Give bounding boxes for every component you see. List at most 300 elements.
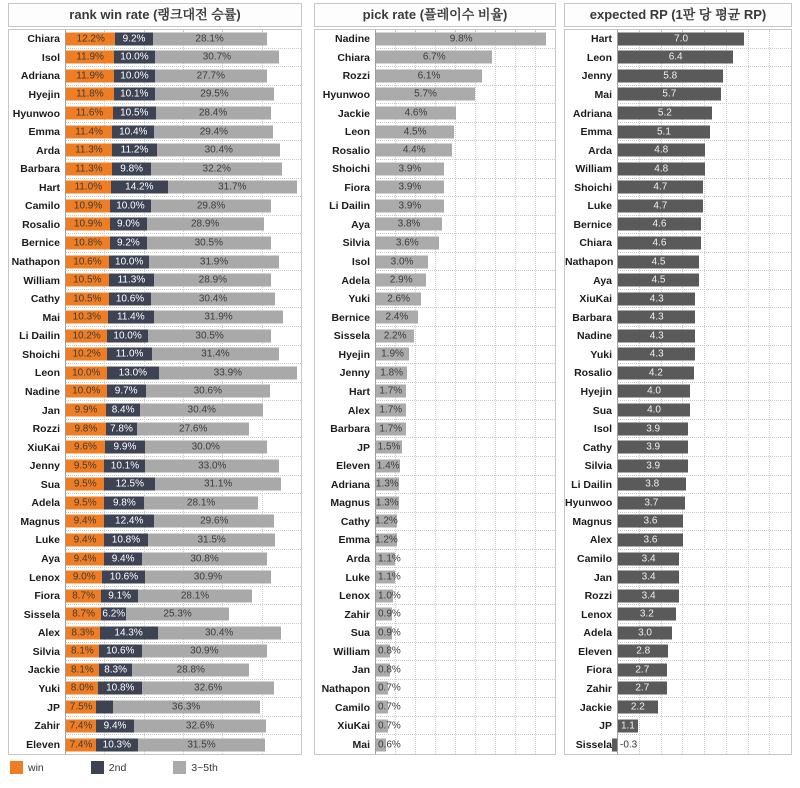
bar — [618, 719, 638, 732]
stacked-bar — [66, 533, 301, 546]
category-label: Silvia — [32, 645, 60, 658]
bar-segment-2nd — [114, 88, 155, 101]
bar-segment-win — [66, 738, 96, 751]
category-label: Camilo — [24, 200, 60, 213]
chart-row — [315, 179, 555, 198]
value-label: 2.2 — [630, 701, 645, 713]
value-label: 1.7% — [379, 423, 403, 435]
bar-segment-win — [66, 608, 101, 621]
bar-segment-2nd — [104, 515, 154, 528]
chart-row — [9, 680, 301, 699]
row-plot — [375, 661, 555, 680]
chart-row — [315, 86, 555, 105]
bar-segment-3~5th — [155, 69, 267, 82]
bar-segment-3~5th — [155, 51, 279, 64]
stacked-bar — [66, 199, 301, 212]
row-plot — [617, 346, 791, 365]
value-label: 9.9% — [74, 404, 98, 416]
row-plot — [65, 141, 301, 160]
bar-segment-2nd — [109, 274, 155, 287]
row-plot — [65, 680, 301, 699]
chart-row — [315, 717, 555, 736]
bar-segment-2nd — [104, 552, 142, 565]
value-label: 31.5% — [197, 534, 226, 546]
category-label: Hyunwoo — [12, 107, 60, 120]
row-plot — [65, 253, 301, 272]
chart-row — [9, 271, 301, 290]
value-label: 0.6% — [378, 739, 401, 751]
chart-row — [565, 346, 791, 365]
category-label: Mai — [594, 88, 612, 101]
bar-segment-3~5th — [153, 32, 267, 45]
category-label: Hart — [38, 181, 60, 194]
chart-row — [565, 494, 791, 513]
chart-row — [565, 160, 791, 179]
row-plot — [617, 383, 791, 402]
value-label: 30.4% — [204, 144, 233, 156]
category-label: Jan — [593, 571, 612, 584]
stacked-bar — [66, 348, 301, 361]
bar-segment-3~5th — [138, 738, 266, 751]
bar-segment-win — [66, 533, 104, 546]
stacked-bar — [66, 107, 301, 120]
legend-item — [91, 761, 127, 774]
bar — [376, 69, 482, 82]
bar — [618, 366, 694, 379]
chart-row — [315, 67, 555, 86]
category-label: Magnus — [20, 515, 60, 528]
chart-row — [315, 698, 555, 717]
row-plot — [617, 49, 791, 68]
value-label: 2.4% — [385, 311, 409, 323]
bar-segment-3~5th — [148, 329, 272, 342]
row-plot — [375, 717, 555, 736]
bar-segment-3~5th — [145, 441, 267, 454]
category-label: Hyejin — [338, 348, 370, 361]
bar — [618, 199, 703, 212]
value-label: 4.4% — [402, 144, 426, 156]
bar — [618, 88, 721, 101]
bar — [376, 218, 442, 231]
value-label: 2.6% — [387, 293, 410, 305]
chart-row — [565, 141, 791, 160]
row-plot — [617, 327, 791, 346]
value-label: 6.1% — [417, 70, 441, 82]
category-label: Rosalio — [22, 218, 60, 231]
bar-segment-3~5th — [138, 589, 252, 602]
chart-row — [565, 438, 791, 457]
bar — [376, 515, 397, 528]
value-label: 4.8 — [654, 163, 669, 175]
bar-segment-win — [66, 255, 109, 268]
value-label: 31.1% — [203, 478, 233, 490]
value-label: 8.1% — [71, 645, 94, 657]
chart-row — [565, 67, 791, 86]
row-plot — [375, 531, 555, 550]
bar-segment-2nd — [106, 422, 138, 435]
category-label: Zahir — [586, 682, 612, 695]
chart-row — [565, 197, 791, 216]
chart-row — [315, 123, 555, 142]
bar — [376, 255, 428, 268]
value-label: 5.2 — [657, 107, 672, 119]
row-plot — [617, 104, 791, 123]
chart-row — [565, 30, 791, 49]
row-plot — [65, 717, 301, 736]
stacked-bar — [66, 311, 301, 324]
bar — [618, 236, 701, 249]
bar-segment-3~5th — [156, 107, 271, 120]
row-plot — [617, 160, 791, 179]
category-label: JP — [357, 441, 370, 454]
bar-segment-win — [66, 589, 101, 602]
value-label: 3.9 — [646, 441, 661, 453]
bar — [376, 404, 406, 417]
chart-row — [565, 643, 791, 662]
chart-row — [9, 550, 301, 569]
bar — [618, 608, 676, 621]
chart-row — [315, 308, 555, 327]
category-label: Adela — [31, 497, 60, 510]
value-label: 10.3% — [102, 739, 131, 751]
bar — [618, 348, 695, 361]
bar-segment-2nd — [108, 311, 154, 324]
bar — [618, 422, 688, 435]
row-plot — [65, 104, 301, 123]
bar-segment-2nd — [107, 385, 146, 398]
row-plot — [617, 179, 791, 198]
category-label: Barbara — [330, 423, 370, 436]
bar-segment-2nd — [101, 608, 126, 621]
category-label: Leon — [344, 126, 370, 139]
bar-segment-win — [66, 422, 106, 435]
bar-segment-2nd — [107, 329, 148, 342]
category-label: Alex — [347, 404, 370, 417]
value-label: 2.2% — [383, 330, 407, 342]
stacked-bar — [66, 69, 301, 82]
value-label: 11.3% — [117, 274, 146, 286]
chart-row — [315, 290, 555, 309]
chart-row — [565, 383, 791, 402]
bar-segment-2nd — [104, 496, 144, 509]
chart-row — [315, 271, 555, 290]
category-label: Jackie — [579, 701, 612, 714]
bar — [376, 199, 444, 212]
row-plot — [65, 624, 301, 643]
chart-row — [315, 457, 555, 476]
category-label: Jenny — [581, 70, 612, 83]
chart-row — [315, 438, 555, 457]
stacked-bar — [66, 366, 301, 379]
row-plot — [65, 420, 301, 439]
category-label: Eleven — [26, 738, 60, 751]
chart-row — [565, 308, 791, 327]
value-label: 5.7% — [414, 88, 437, 100]
category-label: Yuki — [348, 293, 370, 306]
category-label: Rozzi — [584, 590, 612, 603]
row-plot — [375, 364, 555, 383]
value-label: 9.2% — [116, 237, 140, 249]
value-label: 3.8% — [397, 218, 421, 230]
bar-segment-win — [66, 181, 111, 194]
value-label: 10.0% — [120, 70, 149, 82]
category-label: Jenny — [29, 460, 60, 473]
value-label: 7.4% — [69, 739, 93, 751]
category-label: Bernice — [573, 218, 612, 231]
chart-row — [9, 494, 301, 513]
stacked-bar — [66, 422, 301, 435]
bar-segment-2nd — [114, 51, 155, 64]
row-plot — [617, 253, 791, 272]
bar-segment-2nd — [114, 69, 155, 82]
value-label: 32.6% — [194, 682, 223, 694]
value-label: 10.6% — [106, 645, 135, 657]
stacked-bar — [66, 515, 301, 528]
value-label: 8.1% — [71, 664, 94, 676]
category-label: Sissela — [333, 330, 370, 343]
value-label: 1.7% — [379, 385, 403, 397]
bar-segment-win — [66, 125, 112, 138]
chart-row — [315, 550, 555, 569]
row-plot — [375, 624, 555, 643]
value-label: 31.9% — [204, 311, 233, 323]
gridline — [555, 30, 556, 754]
value-label: 31.5% — [187, 739, 216, 751]
row-plot — [375, 49, 555, 68]
stacked-bar — [66, 459, 301, 472]
chart-row — [565, 49, 791, 68]
category-label: Emma — [338, 534, 370, 547]
value-label: 7.0 — [674, 33, 689, 45]
value-label: -0.3 — [620, 739, 638, 751]
bar-segment-win — [66, 663, 99, 676]
stacked-bar — [66, 552, 301, 565]
chart-row — [315, 531, 555, 550]
bar-segment-3~5th — [145, 459, 279, 472]
row-plot — [617, 401, 791, 420]
category-label: Isol — [593, 423, 612, 436]
category-label: Luke — [587, 200, 612, 213]
chart-row — [565, 457, 791, 476]
row-plot — [65, 494, 301, 513]
value-label: 33.9% — [213, 367, 243, 379]
chart-row — [315, 327, 555, 346]
chart-row — [9, 457, 301, 476]
row-plot — [617, 457, 791, 476]
bar-segment-2nd — [107, 366, 160, 379]
category-label: Magnus — [572, 515, 612, 528]
chart-row — [315, 624, 555, 643]
category-label: Aya — [351, 218, 370, 231]
category-label: Nadine — [576, 330, 612, 343]
bar-segment-3~5th — [152, 348, 279, 361]
value-label: 0.9% — [378, 608, 401, 620]
bar-segment-3~5th — [151, 292, 274, 305]
bar-segment-win — [66, 515, 104, 528]
category-label: Luke — [35, 534, 60, 547]
bar-segment-2nd — [99, 645, 142, 658]
category-label: JP — [47, 701, 60, 714]
value-label: 10.0% — [116, 200, 145, 212]
bar-segment-2nd — [105, 441, 145, 454]
bar — [376, 348, 409, 361]
value-label: 1.1% — [378, 553, 401, 565]
stacked-bar — [66, 274, 301, 287]
category-label: Rosalio — [332, 144, 370, 157]
value-label: 9.9% — [113, 441, 137, 453]
value-label: 4.5% — [403, 126, 427, 138]
value-label: 9.4% — [73, 553, 97, 565]
stacked-bar — [66, 589, 301, 602]
value-label: 32.2% — [202, 163, 231, 175]
value-label: 9.1% — [108, 590, 132, 602]
value-label: 9.0% — [72, 571, 96, 583]
category-label: Jan — [41, 404, 60, 417]
row-plot — [375, 308, 555, 327]
bar — [376, 311, 418, 324]
category-label: Magnus — [330, 497, 370, 510]
row-plot — [375, 401, 555, 420]
value-label: 9.0% — [116, 218, 140, 230]
bar-segment-win — [66, 478, 104, 491]
stacked-bar — [66, 719, 301, 732]
chart-row — [565, 234, 791, 253]
chart-row — [315, 346, 555, 365]
chart-row — [315, 401, 555, 420]
category-label: Li Dailin — [19, 330, 60, 343]
category-label: JP — [599, 720, 612, 733]
value-label: 10.6% — [109, 571, 139, 583]
category-label: Hart — [590, 33, 612, 46]
chart-rows — [9, 30, 301, 754]
category-label: Bernice — [331, 311, 370, 324]
row-plot — [375, 605, 555, 624]
value-label: 25.3% — [163, 608, 192, 620]
chart-row — [315, 216, 555, 235]
row-plot — [375, 680, 555, 699]
category-label: Alex — [37, 627, 60, 640]
stacked-bar — [66, 162, 301, 175]
gridline — [791, 30, 792, 754]
bar-segment-win — [66, 571, 102, 584]
category-label: Shoichi — [22, 348, 60, 361]
value-label: 9.4% — [73, 534, 97, 546]
bar — [618, 274, 699, 287]
bar-segment-2nd — [110, 218, 146, 231]
value-label: 12.4% — [115, 515, 144, 527]
chart-rows — [565, 30, 791, 754]
legend — [10, 761, 218, 774]
chart-row — [565, 568, 791, 587]
chart-row — [565, 476, 791, 495]
row-plot — [375, 735, 555, 754]
value-label: 2.7 — [635, 664, 650, 676]
value-label: 9.2% — [122, 33, 146, 45]
category-label: Yuki — [38, 682, 60, 695]
chart-row — [9, 717, 301, 736]
chart-row — [9, 476, 301, 495]
value-label: 3.6 — [643, 515, 658, 527]
row-plot — [375, 420, 555, 439]
bar — [376, 459, 400, 472]
category-label: Adela — [583, 627, 612, 640]
bar-segment-2nd — [99, 663, 133, 676]
bar — [376, 162, 444, 175]
value-label: 30.0% — [191, 441, 220, 453]
chart-row — [315, 605, 555, 624]
value-label: 10.0% — [72, 385, 101, 397]
bar-segment-2nd — [104, 533, 148, 546]
value-label: 7.8% — [110, 423, 133, 435]
value-label: 4.3 — [649, 348, 664, 360]
chart-row — [9, 735, 301, 754]
row-plot — [375, 383, 555, 402]
bar — [618, 682, 667, 695]
chart-row — [9, 308, 301, 327]
stacked-bar — [66, 608, 301, 621]
row-plot — [65, 179, 301, 198]
value-label: 11.9% — [76, 70, 104, 82]
value-label: 3.4 — [641, 571, 656, 583]
value-label: 9.5% — [73, 478, 97, 490]
row-plot — [65, 160, 301, 179]
chart-row — [315, 494, 555, 513]
bar — [618, 144, 705, 157]
panel-pick-rate — [314, 3, 556, 755]
row-plot — [65, 550, 301, 569]
bar — [618, 329, 695, 342]
chart-row — [315, 141, 555, 160]
bar-segment-3~5th — [157, 144, 280, 157]
bar — [618, 385, 690, 398]
panel-rank-win-rate — [8, 3, 302, 755]
row-plot — [617, 513, 791, 532]
bar — [618, 181, 703, 194]
bar — [618, 478, 686, 491]
category-label: William — [23, 274, 60, 287]
value-label: 30.5% — [195, 330, 224, 342]
value-label: 10.8% — [73, 237, 103, 249]
chart-row — [565, 104, 791, 123]
legend-label: 3~5th — [191, 761, 218, 774]
row-plot — [617, 290, 791, 309]
bar-segment-win — [66, 385, 107, 398]
row-plot — [65, 587, 301, 606]
bar — [618, 404, 690, 417]
bar — [618, 69, 723, 82]
stacked-bar — [66, 292, 301, 305]
bar-segment-win — [66, 404, 106, 417]
bar-segment-3~5th — [154, 274, 271, 287]
bar-segment-3~5th — [159, 366, 296, 379]
bar — [618, 515, 683, 528]
row-plot — [617, 364, 791, 383]
chart-row — [9, 141, 301, 160]
bar-segment-3~5th — [147, 236, 271, 249]
chart-row — [9, 253, 301, 272]
value-label: 2.8 — [636, 645, 651, 657]
value-label: 9.4% — [73, 515, 97, 527]
value-label: 10.8% — [111, 534, 141, 546]
bar — [376, 441, 402, 454]
legend-swatch-3~5th — [173, 761, 186, 774]
bar-segment-3~5th — [142, 645, 267, 658]
value-label: 10.3% — [72, 311, 102, 323]
value-label: 5.7 — [662, 88, 677, 100]
chart-row — [9, 568, 301, 587]
chart-row — [315, 643, 555, 662]
row-plot — [65, 30, 301, 49]
